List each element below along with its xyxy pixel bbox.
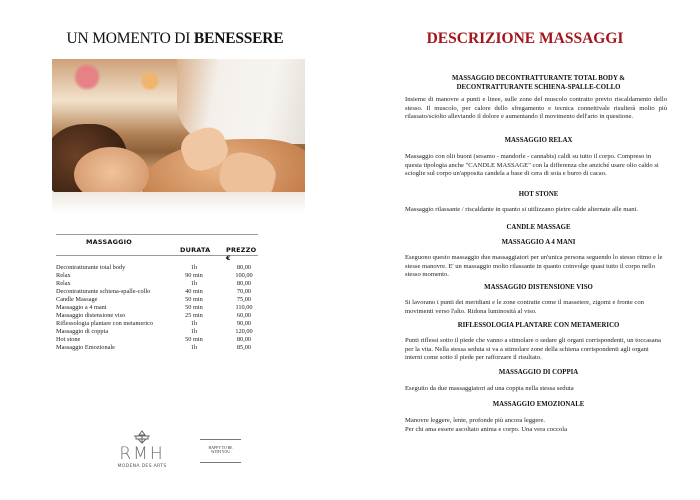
section-body-distensione-viso: Si lavorano i punti dei meridiani e le zone contratte come il massetere, zigomi e fronte con movimenti verso l'alto. Ridona luminosità al viso.: [405, 299, 644, 315]
tagline-rule-bottom: [200, 462, 241, 463]
cell-prezzo: 70,00: [236, 288, 252, 295]
photo-sheet: [52, 192, 305, 214]
table-row: [56, 264, 258, 272]
table-row: [56, 328, 258, 336]
tagline-line-2: WITH YOU: [211, 450, 230, 455]
cell-durata: 1h: [190, 280, 198, 287]
cell-name: Decontratturante schiena-spalle-collo: [56, 288, 151, 295]
table-row: [56, 320, 258, 328]
header-durata: DURATA: [180, 246, 211, 254]
section-title-decontratturante: [405, 74, 672, 92]
section-title-distensione-viso: MASSAGGIO DISTENSIONE VISO: [484, 284, 593, 291]
cell-durata: 40 min: [185, 288, 203, 295]
cell-name: Decontratturante total body: [56, 264, 126, 271]
cell-prezzo: 80,00: [236, 264, 252, 271]
cell-durata: 1h: [190, 344, 198, 351]
section-title-riflessologia: RIFLESSOLOGIA PLANTARE CON METAMERICO: [457, 322, 620, 329]
tagline-box: [200, 439, 241, 463]
title-regular: UN MOMENTO DI: [66, 30, 194, 47]
section-title-hot-stone: HOT STONE: [518, 191, 559, 198]
table-row: [56, 288, 258, 296]
cell-prezzo: 90,00: [236, 320, 252, 327]
cell-durata: 50 min: [185, 304, 203, 311]
cell-durata: 1h: [190, 264, 198, 271]
section-title-coppia: MASSAGGIO DI COPPIA: [498, 369, 579, 376]
header-massaggio: MASSAGGIO: [86, 238, 133, 246]
cell-durata: 90 min: [185, 272, 203, 279]
section-body-hot-stone: Massaggio rilassante / riscaldante in quanto si utilizzano pietre calde alternate alle mani.: [405, 206, 639, 213]
table-body: [56, 264, 258, 352]
cell-prezzo: 110,00: [235, 304, 253, 311]
rmh-logo: [112, 430, 172, 469]
cell-name: Massaggio distensione viso: [56, 312, 126, 319]
section-body-coppia: Eseguito da due massaggiatori ad una coppia nella stessa seduta: [405, 385, 574, 392]
table-row: [56, 280, 258, 288]
logo-subtitle: MODENA DES ARTS: [117, 464, 167, 469]
body-line: Per chi ama essere ascoltato anima e corpo. Una vera coccola: [405, 425, 568, 433]
section-title-emozionale: MASSAGGIO EMOZIONALE: [492, 401, 585, 408]
crown-crest-icon: [132, 430, 152, 444]
cell-prezzo: 120,00: [235, 328, 253, 335]
section-title-candle-massage: CANDLE MASSAGE: [506, 224, 571, 231]
table-row: [56, 312, 258, 320]
tagline-rule-top: [200, 439, 241, 440]
table-row: [56, 304, 258, 312]
page-title-left: [0, 30, 350, 48]
section-body-4-mani: Eseguono questo massaggio due massaggiatori per un'unica persona seguendo lo stesso ritmo e le stesse manovre. E' un massaggio molto rilassante in quanto coinvolge quasi tutto il corpo nello stesso momento.: [405, 254, 663, 279]
section-body-riflessologia: Punti riflessi sotto il piede che vanno a stimolare o sedare gli organi corrispondenti, un toccasana per la vita. Nella stessa seduta si va a stimolare zone della schiena corrispondenti agli organi interni come sotto il piede per rafforzare il risultato.: [405, 337, 661, 362]
cell-prezzo: 60,00: [236, 312, 252, 319]
header-prezzo: PREZZO €: [226, 246, 257, 262]
cell-durata: 1h: [190, 328, 198, 335]
cell-name: Massaggio a 4 mani: [56, 304, 107, 311]
table-row: [56, 296, 258, 304]
photo-background: [52, 59, 192, 134]
section-title-line: MASSAGGIO DECONTRATTURANTE TOTAL BODY &: [452, 75, 625, 82]
cell-name: Relax: [56, 272, 71, 279]
tagline-text: [200, 446, 241, 455]
price-table: [56, 234, 258, 352]
cell-name: Relax: [56, 280, 71, 287]
cell-name: Massaggio di coppia: [56, 328, 109, 335]
title-bold: BENESSERE: [193, 30, 284, 47]
table-row: [56, 336, 258, 344]
section-body-relax: Massaggio con olii buoni (sesamo - mandorle - cannabis) caldi su tutto il corpo. Compreso in questa tipologia anche "CANDLE MASSAGE" con la differenza che anziché usare olio caldo si scioglie sul corpo un'apposita candela a base di cera di soia e burro di cacao.: [405, 153, 659, 178]
tagline-line-1: HAPPY TO BE: [208, 446, 233, 450]
cell-name: Candle Massage: [56, 296, 98, 303]
section-body-emozionale: [405, 417, 667, 434]
cell-prezzo: 100,00: [235, 272, 253, 279]
massage-photo: [52, 59, 305, 214]
section-body-decontratturante: Insieme di manovre a punti e linee, sulle zone del muscolo contratto previo riscaldamento dello stesso. Il muscolo, per calore dello sfregamento e tecnica connettivale risulterà molto più rilassato/sciolto alleviando il dolore e aumentando il movimento dell'arto in questione.: [405, 96, 667, 121]
cell-prezzo: 75,00: [236, 296, 252, 303]
page-title-right: DESCRIZIONE MASSAGGI: [426, 30, 624, 47]
table-row: [56, 272, 258, 280]
table-header: [56, 235, 258, 262]
cell-name: Hot stone: [56, 336, 81, 343]
logo-mark: RMH: [119, 444, 165, 464]
cell-durata: 1h: [190, 320, 198, 327]
cell-durata: 50 min: [185, 296, 203, 303]
cell-name: Riflessologia plantare con metamerico: [56, 320, 154, 327]
cell-durata: 25 min: [185, 312, 203, 319]
body-line: Manovre leggere, lente, profonde più ancora leggere.: [405, 417, 546, 424]
cell-name: Massaggio Emozionale: [56, 344, 115, 351]
section-title-line: DECONTRATTURANTE SCHIENA-SPALLE-COLLO: [456, 84, 621, 91]
cell-prezzo: 80,00: [236, 336, 252, 343]
section-title-relax: MASSAGGIO RELAX: [504, 137, 573, 144]
table-row: [56, 344, 258, 352]
cell-prezzo: 80,00: [236, 280, 252, 287]
section-title-4-mani: MASSAGGIO A 4 MANI: [501, 239, 576, 246]
cell-durata: 50 min: [185, 336, 203, 343]
cell-prezzo: 85,00: [236, 344, 252, 351]
